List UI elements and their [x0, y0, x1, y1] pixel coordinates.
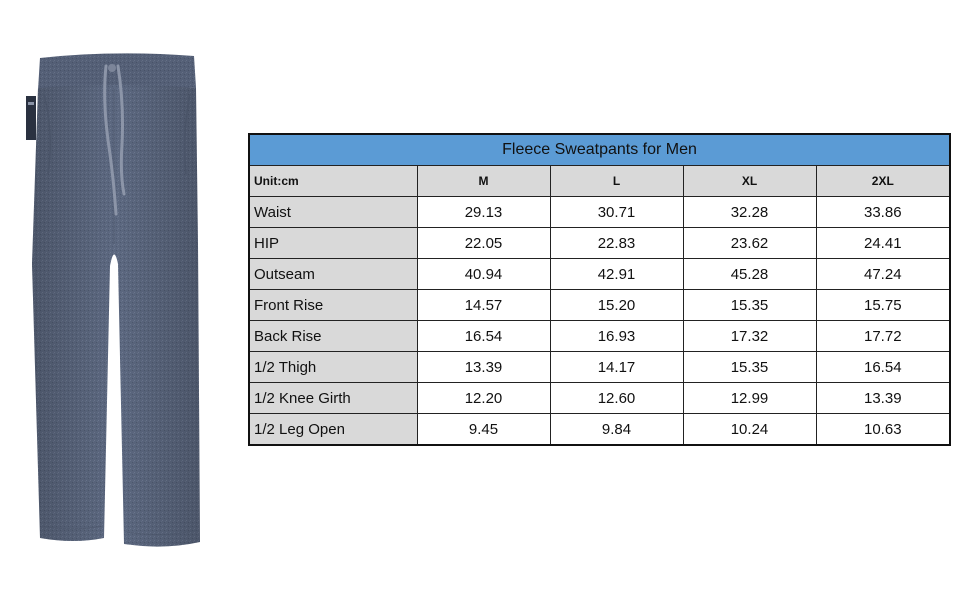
- measurement-value: 47.24: [816, 259, 950, 290]
- table-row: [249, 383, 950, 414]
- measurement-value: 16.93: [550, 321, 683, 352]
- measurement-value: 15.35: [683, 290, 816, 321]
- measurement-value: 24.41: [816, 228, 950, 259]
- measurement-value: 12.60: [550, 383, 683, 414]
- size-header-l: L: [550, 166, 683, 197]
- measurement-value: 33.86: [816, 197, 950, 228]
- measurement-value: 17.32: [683, 321, 816, 352]
- measurement-value: 14.17: [550, 352, 683, 383]
- measurement-value: 30.71: [550, 197, 683, 228]
- measurement-value: 16.54: [417, 321, 550, 352]
- measurement-value: 22.05: [417, 228, 550, 259]
- measurement-value: 17.72: [816, 321, 950, 352]
- measurement-value: 12.99: [683, 383, 816, 414]
- size-header-2xl: 2XL: [816, 166, 950, 197]
- measurement-value: 32.28: [683, 197, 816, 228]
- measurement-value: 45.28: [683, 259, 816, 290]
- sweatpants-image: [14, 44, 214, 556]
- measurement-label: Back Rise: [249, 321, 417, 352]
- measurement-value: 15.20: [550, 290, 683, 321]
- measurement-value: 15.35: [683, 352, 816, 383]
- size-header-m: M: [417, 166, 550, 197]
- measurement-label: Front Rise: [249, 290, 417, 321]
- unit-label: Unit:cm: [249, 166, 417, 197]
- size-chart-table: [248, 133, 951, 446]
- table-row: [249, 352, 950, 383]
- measurement-label: HIP: [249, 228, 417, 259]
- measurement-value: 29.13: [417, 197, 550, 228]
- measurement-value: 40.94: [417, 259, 550, 290]
- size-header-row: [249, 166, 950, 197]
- measurement-label: 1/2 Leg Open: [249, 414, 417, 446]
- measurement-value: 9.84: [550, 414, 683, 446]
- measurement-value: 13.39: [417, 352, 550, 383]
- measurement-label: 1/2 Thigh: [249, 352, 417, 383]
- measurement-label: Waist: [249, 197, 417, 228]
- measurement-label: 1/2 Knee Girth: [249, 383, 417, 414]
- measurement-value: 16.54: [816, 352, 950, 383]
- table-row: [249, 321, 950, 352]
- size-chart-title: Fleece Sweatpants for Men: [249, 134, 950, 166]
- measurement-value: 10.63: [816, 414, 950, 446]
- measurement-value: 22.83: [550, 228, 683, 259]
- measurement-value: 15.75: [816, 290, 950, 321]
- measurement-value: 10.24: [683, 414, 816, 446]
- measurement-value: 12.20: [417, 383, 550, 414]
- measurement-label: Outseam: [249, 259, 417, 290]
- measurement-value: 13.39: [816, 383, 950, 414]
- measurement-value: 23.62: [683, 228, 816, 259]
- measurement-value: 9.45: [417, 414, 550, 446]
- table-row: [249, 414, 950, 446]
- size-header-xl: XL: [683, 166, 816, 197]
- table-row: [249, 259, 950, 290]
- table-row: [249, 197, 950, 228]
- table-row: [249, 290, 950, 321]
- measurement-value: 42.91: [550, 259, 683, 290]
- table-row: [249, 228, 950, 259]
- measurement-value: 14.57: [417, 290, 550, 321]
